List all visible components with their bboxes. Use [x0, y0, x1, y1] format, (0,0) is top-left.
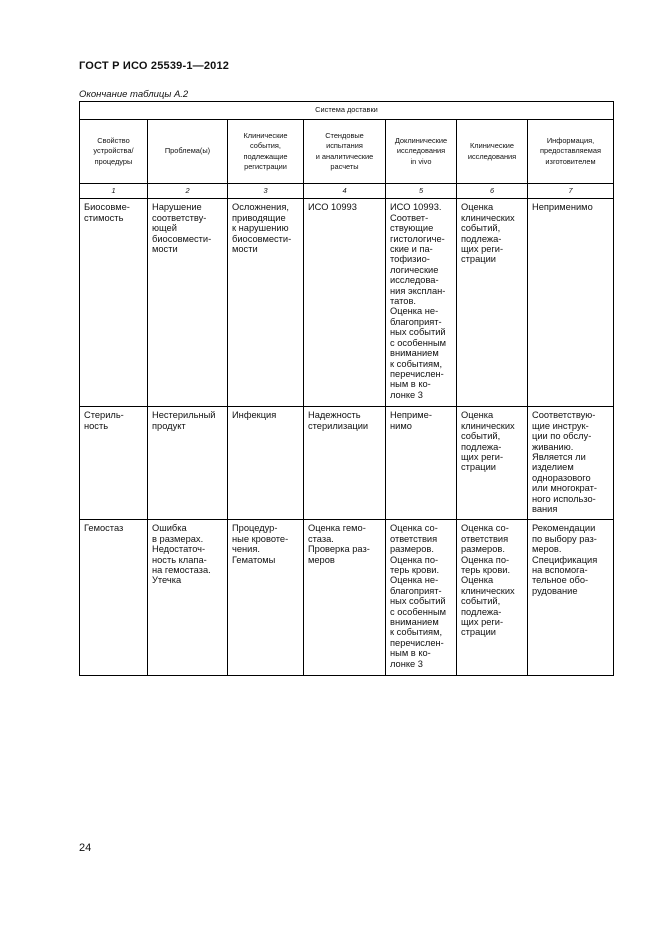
table-cell: Нестерильный продукт [148, 407, 228, 520]
column-number: 2 [148, 184, 228, 199]
table-cell: Процедур- ные кровоте- чения. Гематомы [228, 520, 304, 676]
column-number: 5 [386, 184, 457, 199]
table-row [80, 520, 614, 676]
table-cell: ИСО 10993 [304, 199, 386, 407]
table-cell: ИСО 10993. Соответ- ствующие гистологиче- ские и па- тофизио- логические исследова- ния эксплан- татов. Оценка не- благоприят- ных событий с особенным вниманием к событиям, перечислен- ным в ко- лонке 3 [386, 199, 457, 407]
table-row [80, 199, 614, 407]
column-number: 3 [228, 184, 304, 199]
table-cell: Соответствую- щие инструк- ции по обслу- живанию. Является ли изделием одноразового или многократ- ного использо- вания [528, 407, 614, 520]
table-cell: Ошибка в размерах. Недостаточ- ность клапа- на гемостаза. Утечка [148, 520, 228, 676]
column-number: 4 [304, 184, 386, 199]
column-header-row [80, 120, 614, 184]
group-header-delivery-system: Система доставки [80, 102, 614, 120]
column-number-row [80, 184, 614, 199]
column-number: 1 [80, 184, 148, 199]
table-caption: Окончание таблицы А.2 [79, 89, 189, 100]
table-cell: Оценка клинических событий, подлежа- щих реги- страции [457, 199, 528, 407]
table-cell: Стериль- ность [80, 407, 148, 520]
column-header: Свойство устройства/ процедуры [80, 120, 148, 184]
column-header: Клинические исследования [457, 120, 528, 184]
table-cell: Оценка клинических событий, подлежа- щих реги- страции [457, 407, 528, 520]
column-header: Проблема(ы) [148, 120, 228, 184]
table-cell: Гемостаз [80, 520, 148, 676]
table-cell: Неприменимо [528, 199, 614, 407]
table-cell: Биосовме- стимость [80, 199, 148, 407]
table-cell: Оценка со- ответствия размеров. Оценка по- терь крови. Оценка не- благоприят- ных событий с особенным вниманием к событиям, перечислен- ным в ко- лонке 3 [386, 520, 457, 676]
column-header: Клинические события, подлежащие регистрации [228, 120, 304, 184]
table-cell: Инфекция [228, 407, 304, 520]
requirements-table [79, 101, 614, 676]
table-cell: Надежность стерилизации [304, 407, 386, 520]
table-cell: Оценка со- ответствия размеров. Оценка по- терь крови. Оценка клинических событий, подлежа- щих реги- страции [457, 520, 528, 676]
table-cell: Осложнения, приводящие к нарушению биосовмести- мости [228, 199, 304, 407]
table-row [80, 407, 614, 520]
column-header: Доклинические исследования in vivo [386, 120, 457, 184]
page-number: 24 [79, 842, 92, 854]
standard-designation: ГОСТ Р ИСО 25539-1—2012 [79, 60, 230, 72]
column-number: 7 [528, 184, 614, 199]
table-cell: Неприме- нимо [386, 407, 457, 520]
table-cell: Оценка гемо- стаза. Проверка раз- меров [304, 520, 386, 676]
table-cell: Рекомендации по выбору раз- меров. Спецификация на вспомога- тельное обо- рудование [528, 520, 614, 676]
column-header: Стендовые испытания и аналитические расчеты [304, 120, 386, 184]
column-header: Информация, предоставляемая изготовителем [528, 120, 614, 184]
column-number: 6 [457, 184, 528, 199]
table-cell: Нарушение соответству- ющей биосовмести- мости [148, 199, 228, 407]
